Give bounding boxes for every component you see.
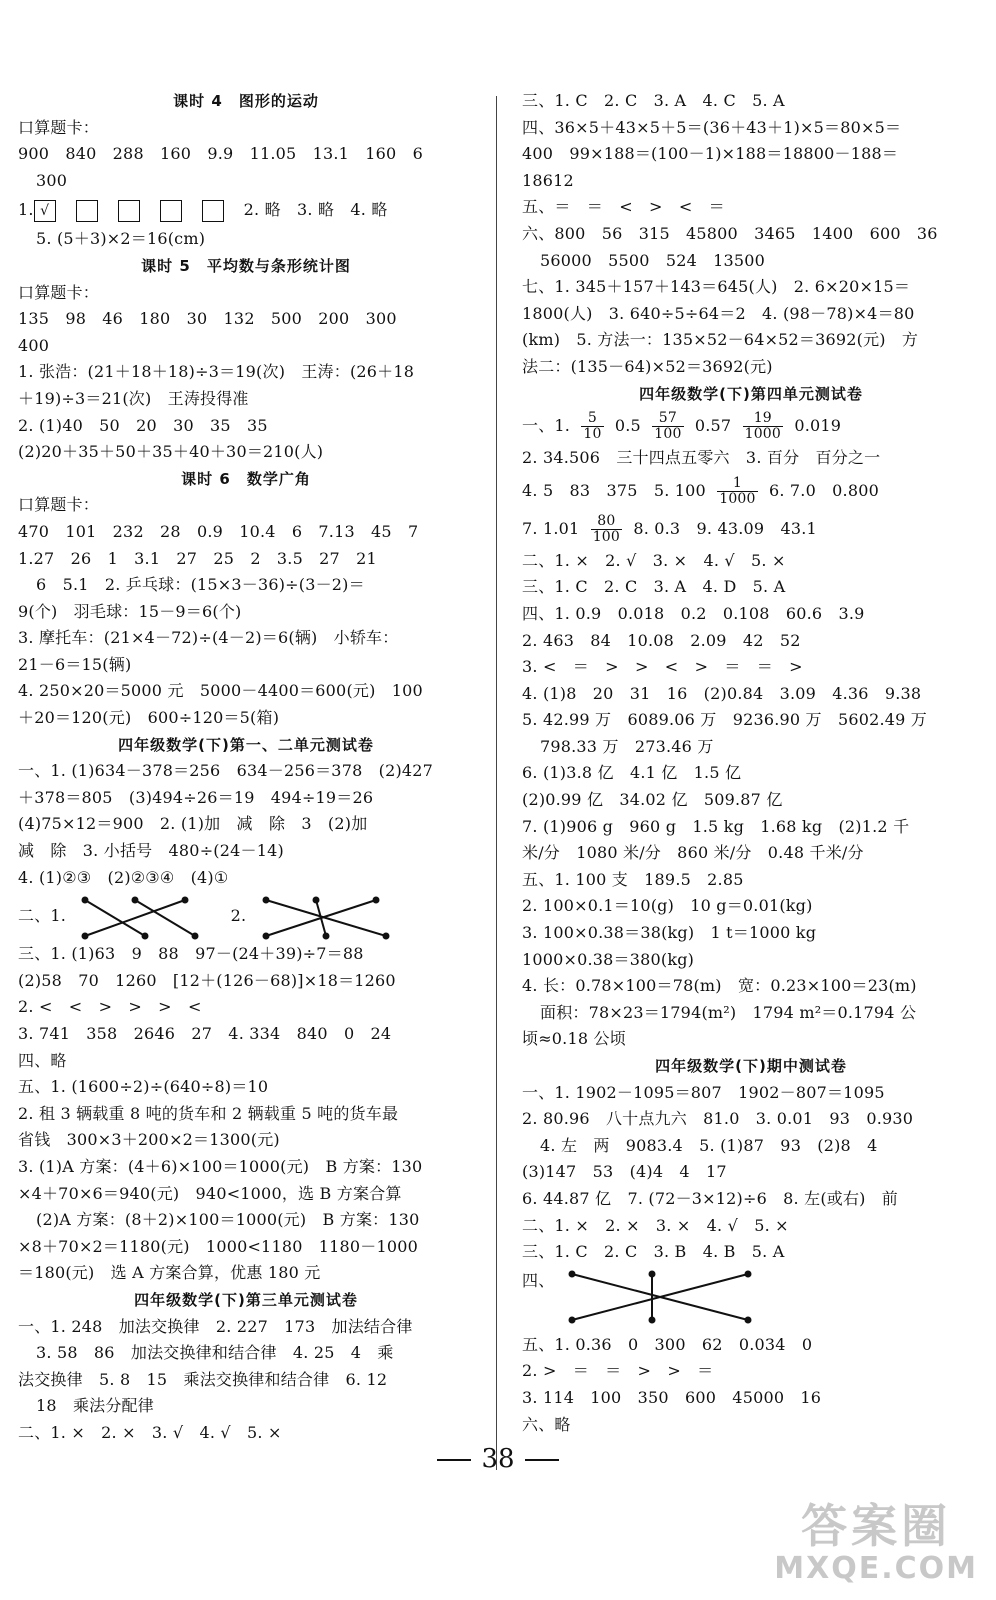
answer-line-fractions: 4. 5 83 375 5. 100 $\frac{1}{1000}$ 6. 7.0 0.800 [522,474,879,507]
answer-line: 900 840 288 160 9.9 11.05 13.1 160 6 [18,144,423,164]
answer-line: 400 [18,335,50,355]
answer-line: 3. 741 358 2646 27 4. 334 840 0 24 [18,1024,392,1043]
fraction: $\frac{19}{1000}$ [744,410,782,443]
dash-right [525,1459,559,1461]
answer-line: 3. 100×0.38＝38(kg) 1 t＝1000 kg [522,923,817,943]
answer-line: 二、1. × 2. √ 3. × 4. √ 5. × [522,550,786,570]
page-number: 38 [0,1444,996,1474]
answer-line: 2. > ＝ ＝ > > ＝ [522,1361,714,1381]
answer-line: 2. 463 84 10.08 2.09 42 52 [522,630,801,650]
answer-line: 21－6＝15(辆) [18,654,132,674]
answer-line: 五、1. (1600÷2)÷(640÷8)＝10 [18,1077,269,1097]
answer-line: 1.27 26 1 3.1 27 25 2 3.5 27 21 [18,548,377,568]
fraction: $\frac{5}{10}$ [583,410,602,443]
answer-line: 4. 左 两 9083.4 5. (1)87 93 (2)8 4 [540,1135,878,1155]
answer-line: 四、略 [18,1050,67,1070]
answer-line: 法二：(135－64)×52＝3692(元) [522,356,773,376]
answer-line: 3. 58 86 加法交换律和结合律 4. 25 4 乘 [36,1343,394,1363]
answer-line: 法交换律 5. 8 15 乘法交换律和结合律 6. 12 [18,1369,388,1389]
fraction: $\frac{57}{100}$ [654,410,682,443]
fraction: $\frac{1}{1000}$ [719,474,756,507]
section-title: 四年级数学(下)期中测试卷 [655,1057,847,1075]
answer-line: 18 乘法分配律 [36,1396,154,1416]
answer-line: 二、1. × 2. × 3. × 4. √ 5. × [522,1215,789,1235]
answer-line-checkboxes: 1. √ 2. 略 3. 略 4. 略 [18,194,474,226]
answer-line: 5. 42.99 万 6089.06 万 9236.90 万 5602.49 万 [522,710,927,730]
answer-line: 二、1. × 2. × 3. √ 4. √ 5. × [18,1422,282,1442]
answer-line: 一、1. (1)634－378＝256 634－256＝378 (2)427 [18,761,434,781]
answer-line: (2)0.99 亿 34.02 亿 509.87 亿 [522,790,783,810]
answer-box [202,200,224,222]
answer-line: 口算题卡： [18,117,100,137]
answer-line: 面积：78×23＝1794(m²) 1794 m²＝0.1794 公 [540,1002,917,1022]
answer-line: 三、1. C 2. C 3. A 4. C 5. A [522,91,785,110]
answer-line: ＝180(元) 选 A 方案合算，优惠 180 元 [18,1263,321,1283]
answer-line: 1000×0.38＝380(kg) [522,949,695,969]
answer-line: 56000 5500 524 13500 [540,250,766,270]
answer-line: 三、1. C 2. C 3. A 4. D 5. A [522,577,786,597]
answer-line: (2)58 70 1260 [12＋(126－68)]×18＝1260 [18,970,396,990]
section-title: 四年级数学(下)第四单元测试卷 [639,384,863,403]
answer-line: ×8＋70×2＝1180(元) 1000<1180 1180－1000 [18,1236,419,1256]
answer-line: 六、800 56 315 45800 3465 1400 600 36 [522,223,938,243]
answer-line: 减 除 3. 小括号 480÷(24－14) [18,841,284,861]
section-title: 四年级数学(下)第一、二单元测试卷 [118,735,374,754]
answer-line: 2. 80.96 八十点九六 81.0 3. 0.01 93 0.930 [522,1109,914,1129]
left-column [18,88,474,1447]
answer-line: (2)20＋35＋50＋35＋40＋30＝210(人) [18,442,324,462]
answer-line: 三、1. C 2. C 3. B 4. B 5. A [522,1242,785,1262]
answer-line: ×4＋70×6＝940(元) 940<1000，选 B 方案合算 [18,1183,402,1203]
matching-diagram-line: 四、 [522,1266,980,1332]
answer-line: 1. 张浩：(21＋18＋18)÷3＝19(次) 王涛：(26＋18 [18,362,415,382]
answer-line: 五、＝ ＝ < > < ＝ [522,197,725,217]
answer-line: 470 101 232 28 0.9 10.4 6 7.13 45 7 [18,521,419,541]
answer-line: (3)147 53 (4)4 4 17 [522,1162,727,1182]
answer-line: ＋378＝805 (3)494÷26＝19 494÷19＝26 [18,787,374,807]
answer-line: 18612 [522,170,574,190]
answer-line: ＋20＝120(元) 600÷120＝5(箱) [18,708,280,728]
answer-box [76,200,98,222]
section-title: 课时 6 数学广角 [181,469,311,488]
answer-line: 798.33 万 273.46 万 [540,736,714,756]
answer-line: (km) 5. 方法一：135×52－64×52＝3692(元) 方 [522,330,919,350]
matching-diagrams-line: 二、1. 2. [18,891,474,941]
answer-line: (2)A 方案：(8＋2)×100＝1000(元) B 方案：130 [36,1210,420,1230]
answer-line: 6. 44.87 亿 7. (72－3×12)÷6 8. 左(或右) 前 [522,1188,899,1208]
answer-line: 一、1. 248 加法交换律 2. 227 173 加法结合律 [18,1316,413,1336]
answer-line: 5. (5＋3)×2＝16(cm) [36,229,206,249]
matching-diagram-1 [71,892,211,942]
answer-line: 6. (1)3.8 亿 4.1 亿 1.5 亿 [522,763,742,783]
answer-line: 9(个) 羽毛球：15－9＝6(个) [18,601,242,621]
answer-line: 六、略 [522,1414,571,1434]
answer-line-fractions: 一、1. $\frac{5}{10}$ 0.5 $\frac{57}{100}$ 0.57 $\frac{19}{1000}$ 0.019 [522,410,842,443]
matching-diagram-3 [560,1266,760,1330]
answer-line: 口算题卡： [18,495,100,515]
watermark-logo: 答案圈 [801,1499,952,1553]
answer-line: 3. (1)A 方案：(4＋6)×100＝1000(元) B 方案：130 [18,1156,423,1176]
answer-line: 300 [36,170,68,190]
answer-line: 6 5.1 2. 乒乓球：(15×3－36)÷(3－2)＝ [36,575,365,595]
right-column [522,88,980,1438]
answer-line: 2. 34.506 三十四点五零六 3. 百分 百分之一 [522,448,881,468]
answer-line-fractions: 7. 1.01 $\frac{80}{100}$ 8. 0.3 9. 43.09 43.1 [522,512,817,545]
watermark [774,1500,978,1586]
answer-line: 口算题卡： [18,282,100,302]
answer-box [118,200,140,222]
answer-line: ＋19)÷3＝21(次) 王涛投得准 [18,388,249,408]
dash-left [437,1459,471,1461]
answer-line: 2. 租 3 辆载重 8 吨的货车和 2 辆载重 5 吨的货车最 [18,1103,399,1123]
watermark-url: MXQE.COM [774,1551,978,1586]
answer-line: 米/分 1080 米/分 860 米/分 0.48 千米/分 [522,843,864,863]
answer-line: 2. (1)40 50 20 30 35 35 [18,415,268,435]
answer-line: 135 98 46 180 30 132 500 200 300 [18,309,397,329]
answer-line: 顷≈0.18 公顷 [522,1029,626,1049]
answer-line: 三、1. (1)63 9 88 97－(24＋39)÷7＝88 [18,944,364,964]
answer-line: 2. < < > > > < [18,997,202,1017]
answer-line: 七、1. 345＋157＋143＝645(人) 2. 6×20×15＝ [522,277,911,297]
answer-line: 4. 250×20＝5000 元 5000－4400＝600(元) 100 [18,681,423,701]
answer-line: 五、1. 100 支 189.5 2.85 [522,869,744,889]
answer-line: (4)75×12＝900 2. (1)加 减 除 3 (2)加 [18,814,368,834]
answer-line: 一、1. 1902－1095＝807 1902－807＝1095 [522,1082,885,1102]
answer-line: 2. 100×0.1＝10(g) 10 g＝0.01(kg) [522,896,813,916]
answer-box [160,200,182,222]
section-title: 课时 4 图形的运动 [173,92,319,110]
answer-line: 7. (1)906 g 960 g 1.5 kg 1.68 kg (2)1.2 千 [522,816,910,836]
section-title: 课时 5 平均数与条形统计图 [141,256,351,275]
matching-diagram-2 [252,892,402,942]
answer-line: 4. (1)8 20 31 16 (2)0.84 3.09 4.36 9.38 [522,683,922,703]
answer-line: 3. 114 100 350 600 45000 16 [522,1387,822,1407]
answer-line: 3. < ＝ > > < > ＝ ＝ > [522,657,803,677]
answer-line: 4. (1)②③ (2)②③④ (4)① [18,867,229,887]
fraction: $\frac{80}{100}$ [592,512,621,545]
answer-line: 四、1. 0.9 0.018 0.2 0.108 60.6 3.9 [522,603,865,623]
answer-box: √ [34,200,56,222]
answer-line: 省钱 300×3＋200×2＝1300(元) [18,1130,280,1150]
answer-line: 3. 摩托车：(21×4－72)÷(4－2)＝6(辆) 小轿车： [18,628,399,648]
answer-line: 1800(人) 3. 640÷5÷64＝2 4. (98－78)×4＝80 [522,303,915,323]
answer-line: 4. 长：0.78×100＝78(m) 宽：0.23×100＝23(m) [522,976,917,996]
section-title: 四年级数学(下)第三单元测试卷 [134,1290,358,1309]
answer-line: 400 99×188＝(100－1)×188＝18800－188＝ [522,144,899,164]
answer-line: 四、36×5＋43×5＋5＝(36＋43＋1)×5＝80×5＝ [522,117,902,137]
column-divider [496,96,497,1470]
answer-line: 五、1. 0.36 0 300 62 0.034 0 [522,1334,813,1354]
